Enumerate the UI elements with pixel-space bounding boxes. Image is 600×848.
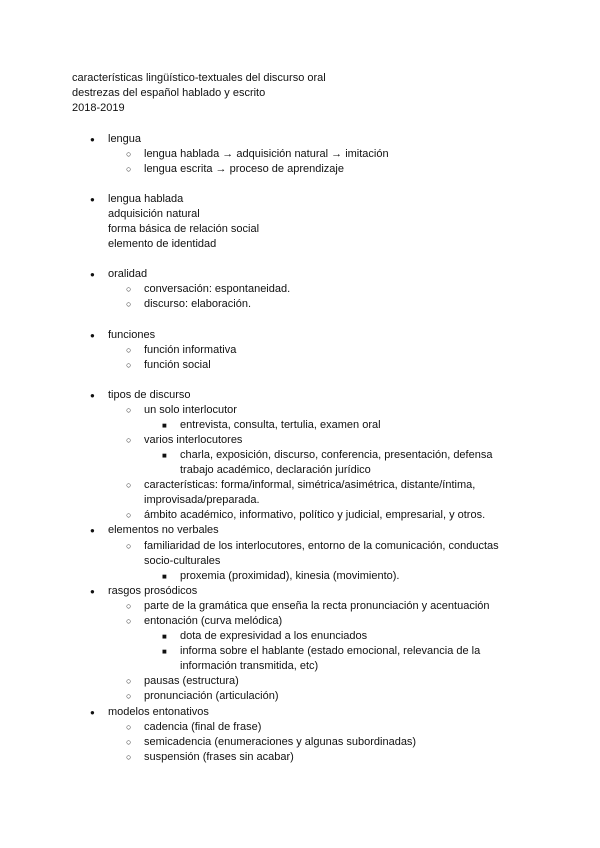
list-item: suspensión (frases sin acabar) bbox=[144, 751, 294, 763]
circle-bullet-icon: ○ bbox=[126, 345, 132, 355]
section-no-verbales-label: elementos no verbales bbox=[108, 524, 219, 536]
list-item: función social bbox=[144, 359, 211, 371]
list-item: familiaridad de los interlocutores, entorno de la comunicación, conductas bbox=[144, 540, 499, 552]
list-item: un solo interlocutor bbox=[144, 404, 237, 416]
section-lengua-label: lengua bbox=[108, 133, 142, 145]
list-item: ámbito académico, informativo, político y judicial, empresarial, y otros. bbox=[144, 509, 486, 521]
list-item: proxemia (proximidad), kinesia (movimiento). bbox=[180, 570, 400, 582]
bullet-icon: ● bbox=[90, 135, 95, 144]
bullet-icon: ● bbox=[90, 526, 95, 535]
list-item-continuation: improvisada/preparada. bbox=[144, 494, 260, 506]
document-year: 2018-2019 bbox=[72, 102, 125, 114]
list-item: lengua hablada → adquisición natural → imitación bbox=[144, 148, 389, 160]
circle-bullet-icon: ○ bbox=[126, 405, 132, 415]
list-item: conversación: espontaneidad. bbox=[144, 283, 291, 295]
square-bullet-icon: ■ bbox=[162, 647, 167, 656]
section-funciones-label: funciones bbox=[108, 329, 156, 341]
square-bullet-icon: ■ bbox=[162, 632, 167, 641]
list-item: pausas (estructura) bbox=[144, 675, 239, 687]
section-modelos-label: modelos entonativos bbox=[108, 706, 209, 718]
list-item: charla, exposición, discurso, conferencia, presentación, defensa bbox=[180, 449, 493, 461]
square-bullet-icon: ■ bbox=[162, 451, 167, 460]
text-line: elemento de identidad bbox=[108, 238, 217, 250]
document-subtitle: destrezas del español hablado y escrito bbox=[72, 87, 266, 99]
list-item-continuation: trabajo académico, declaración jurídico bbox=[180, 464, 371, 476]
section-oralidad-label: oralidad bbox=[108, 268, 148, 280]
list-item: semicadencia (enumeraciones y algunas subordinadas) bbox=[144, 736, 417, 748]
bullet-icon: ● bbox=[90, 331, 95, 340]
circle-bullet-icon: ○ bbox=[126, 722, 132, 732]
circle-bullet-icon: ○ bbox=[126, 691, 132, 701]
text-line: adquisición natural bbox=[108, 208, 200, 220]
bullet-icon: ● bbox=[90, 391, 95, 400]
circle-bullet-icon: ○ bbox=[126, 510, 132, 520]
circle-bullet-icon: ○ bbox=[126, 435, 132, 445]
circle-bullet-icon: ○ bbox=[126, 360, 132, 370]
list-item: informa sobre el hablante (estado emocional, relevancia de la bbox=[180, 645, 481, 657]
section-lengua-hablada-label: lengua hablada bbox=[108, 193, 184, 205]
list-item: cadencia (final de frase) bbox=[144, 721, 262, 733]
document-title: características lingüístico-textuales del discurso oral bbox=[72, 72, 326, 84]
circle-bullet-icon: ○ bbox=[126, 676, 132, 686]
circle-bullet-icon: ○ bbox=[126, 752, 132, 762]
bullet-icon: ● bbox=[90, 270, 95, 279]
bullet-icon: ● bbox=[90, 708, 95, 717]
circle-bullet-icon: ○ bbox=[126, 541, 132, 551]
list-item: lengua escrita → proceso de aprendizaje bbox=[144, 163, 344, 175]
list-item: características: forma/informal, simétrica/asimétrica, distante/íntima, bbox=[144, 479, 476, 491]
square-bullet-icon: ■ bbox=[162, 572, 167, 581]
square-bullet-icon: ■ bbox=[162, 421, 167, 430]
circle-bullet-icon: ○ bbox=[126, 601, 132, 611]
bullet-icon: ● bbox=[90, 587, 95, 596]
circle-bullet-icon: ○ bbox=[126, 149, 132, 159]
list-item: entonación (curva melódica) bbox=[144, 615, 283, 627]
text-line: forma básica de relación social bbox=[108, 223, 260, 235]
list-item: función informativa bbox=[144, 344, 237, 356]
circle-bullet-icon: ○ bbox=[126, 480, 132, 490]
list-item-continuation: socio-culturales bbox=[144, 555, 221, 567]
section-rasgos-label: rasgos prosódicos bbox=[108, 585, 198, 597]
list-item: dota de expresividad a los enunciados bbox=[180, 630, 368, 642]
list-item: entrevista, consulta, tertulia, examen oral bbox=[180, 419, 381, 431]
bullet-icon: ● bbox=[90, 195, 95, 204]
list-item-continuation: información transmitida, etc) bbox=[180, 660, 319, 672]
circle-bullet-icon: ○ bbox=[126, 284, 132, 294]
circle-bullet-icon: ○ bbox=[126, 616, 132, 626]
circle-bullet-icon: ○ bbox=[126, 737, 132, 747]
circle-bullet-icon: ○ bbox=[126, 299, 132, 309]
list-item: discurso: elaboración. bbox=[144, 298, 252, 310]
section-tipos-label: tipos de discurso bbox=[108, 389, 191, 401]
list-item: parte de la gramática que enseña la recta pronunciación y acentuación bbox=[144, 600, 490, 612]
list-item: pronunciación (articulación) bbox=[144, 690, 279, 702]
list-item: varios interlocutores bbox=[144, 434, 243, 446]
circle-bullet-icon: ○ bbox=[126, 164, 132, 174]
